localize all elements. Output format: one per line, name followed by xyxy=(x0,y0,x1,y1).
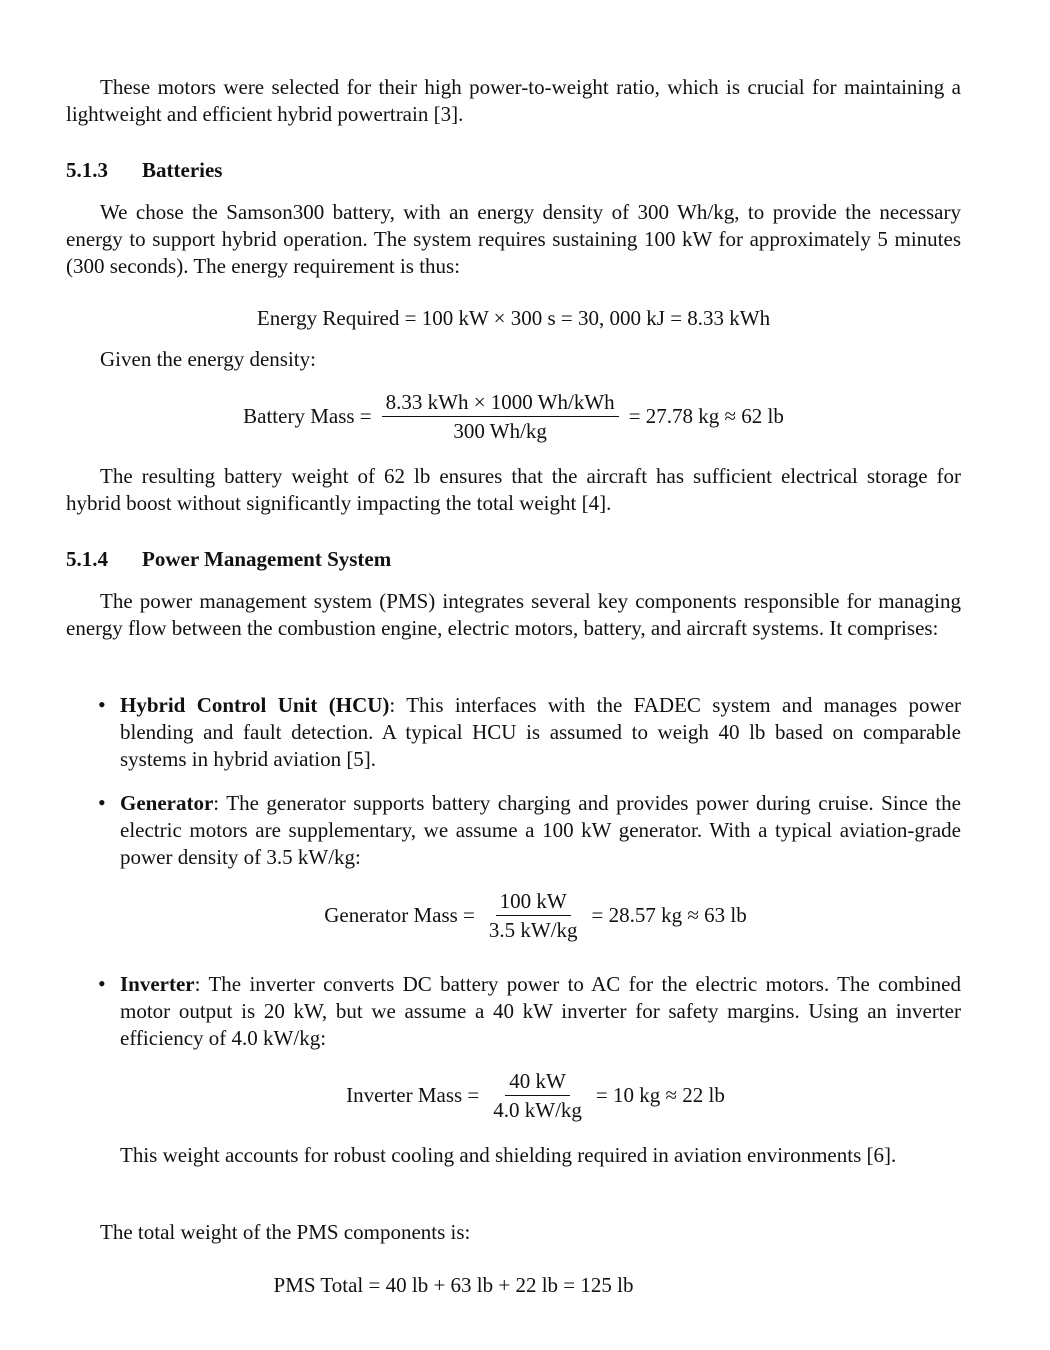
fraction xyxy=(489,1069,586,1122)
list-item-term: Inverter xyxy=(120,972,195,996)
list-item-text: : The generator supports battery charging and provides power during cruise. Since the electric motors are supplementary, we assume a 100 kW generator. With a typical aviation-grade power density of 3.5 kW/kg: xyxy=(120,791,961,869)
equation-lhs: Battery Mass = xyxy=(243,404,372,428)
fraction xyxy=(485,889,582,942)
bullet-icon: • xyxy=(98,790,106,815)
list-item-term: Generator xyxy=(120,791,214,815)
intro-paragraph: These motors were selected for their high power-to-weight ratio, which is crucial for maintaining a lightweight and efficient hybrid powertrain [3]. xyxy=(66,75,961,126)
bullet-icon: • xyxy=(98,971,106,996)
pms-paragraph-1: The power management system (PMS) integrates several key components responsible for managing energy flow between the combustion engine, electric motors, battery, and aircraft systems. It comprises: xyxy=(66,589,961,640)
equation-rhs: = 10 kg ≈ 22 lb xyxy=(595,1083,725,1107)
list-item-body xyxy=(120,692,961,772)
equation-lhs: Inverter Mass = xyxy=(346,1083,480,1107)
generator-mass-equation xyxy=(88,889,983,942)
bullet-icon: • xyxy=(98,692,106,717)
list-item-text: : The inverter converts DC battery power to AC for the electric motors. The combined motor output is 20 kW, but we assume a 40 kW inverter for safety margins. Using an inverter efficiency of 4.0 kW/kg: xyxy=(120,972,961,1050)
fraction-numerator: 8.33 kWh × 1000 Wh/kWh xyxy=(382,390,619,417)
section-title: Batteries xyxy=(142,158,223,182)
list-item-term: Hybrid Control Unit (HCU) xyxy=(120,693,390,717)
fraction-numerator: 40 kW xyxy=(505,1069,570,1096)
pms-total-intro: The total weight of the PMS components is: xyxy=(100,1220,471,1244)
section-heading-batteries xyxy=(66,158,222,183)
inverter-note: This weight accounts for robust cooling and shielding required in aviation environments [6]. xyxy=(120,1143,897,1167)
section-heading-pms xyxy=(66,547,391,572)
section-number: 5.1.4 xyxy=(66,547,108,571)
fraction-denominator: 4.0 kW/kg xyxy=(493,1098,582,1122)
inverter-mass-equation xyxy=(88,1069,983,1122)
section-number: 5.1.3 xyxy=(66,158,108,182)
batteries-paragraph-3: The resulting battery weight of 62 lb ensures that the aircraft has sufficient electrical storage for hybrid boost without significantly impacting the total weight [4]. xyxy=(66,464,961,515)
list-item-body xyxy=(120,971,961,1051)
fraction-denominator: 3.5 kW/kg xyxy=(488,918,578,942)
fraction-denominator: 300 Wh/kg xyxy=(453,419,547,443)
fraction-numerator: 100 kW xyxy=(496,889,571,916)
batteries-paragraph-1: We chose the Samson300 battery, with an energy density of 300 Wh/kg, to provide the necessary energy to support hybrid operation. The system requires sustaining 100 kW for approximately 5 minutes (300 seconds). The energy requirement is thus: xyxy=(66,200,961,278)
battery-mass-equation xyxy=(66,390,961,443)
list-item-body xyxy=(120,790,961,870)
energy-required-equation: Energy Required = 100 kW × 300 s = 30, 000 kJ = 8.33 kWh xyxy=(256,306,771,330)
equation-lhs: Generator Mass = xyxy=(324,903,475,927)
pms-total-equation: PMS Total = 40 lb + 63 lb + 22 lb = 125 lb xyxy=(273,1273,634,1297)
list-item-text: : This interfaces with the FADEC system and manages power blending and fault detection. A typical HCU is assumed to weigh 40 lb based on comparable systems in hybrid aviation [5]. xyxy=(120,693,962,771)
equation-rhs: = 27.78 kg ≈ 62 lb xyxy=(628,404,784,428)
fraction xyxy=(382,390,619,443)
equation-rhs: = 28.57 kg ≈ 63 lb xyxy=(591,903,747,927)
section-title: Power Management System xyxy=(142,547,392,571)
batteries-paragraph-2: Given the energy density: xyxy=(100,347,316,371)
